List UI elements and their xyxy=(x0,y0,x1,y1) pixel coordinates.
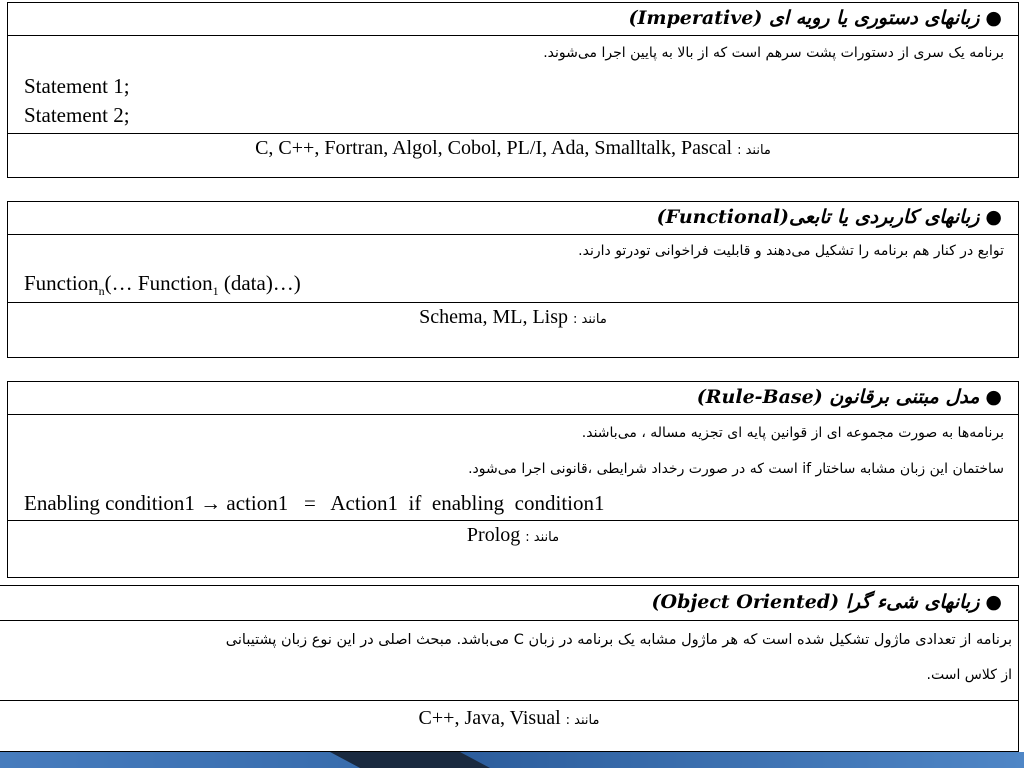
rule-based-code: Enabling condition1 → action1 = Action1 if enabling condition1 xyxy=(24,491,605,515)
imperative-title: ●زبانهای دستوری یا رویه ای (Imperative) xyxy=(628,7,1002,29)
example-languages: C, C++, Fortran, Algol, Cobol, PL/I, Ada, Smalltalk, Pascal xyxy=(255,137,733,159)
imperative-examples xyxy=(8,133,1018,177)
imperative-statement-1: Statement 1; xyxy=(24,74,130,98)
functional-code: Function$_n$(… Function$_1$ (data)…) xyxy=(24,271,301,299)
bullet-icon: ● xyxy=(985,206,1002,228)
functional-description: توابع در کنار هم برنامه را تشکیل می‌دهند و قابلیت فراخوانی تودرتو دارند. xyxy=(8,234,1018,268)
bullet-icon: ● xyxy=(985,386,1002,408)
object-oriented-description-1: برنامه از تعدادی ماژول تشکیل شده است که هر ماژول مشابه یک برنامه در زبان C می‌باشد. مبحث اصلی در این نوع زبان پشتیبانی xyxy=(0,620,1018,660)
object-oriented-examples xyxy=(0,700,1018,752)
functional-section xyxy=(7,201,1019,358)
example-languages: Schema, ML, Lisp xyxy=(419,306,569,328)
rule-based-section xyxy=(7,381,1019,578)
object-oriented-title: ●زبانهای شیء گرا (Object Oriented) xyxy=(651,591,1002,613)
example-languages: C++, Java, Visual xyxy=(418,707,561,729)
example-label: مانند : xyxy=(573,312,607,327)
rule-based-description-1: برنامه‌ها به صورت مجموعه ای از قوانین پایه ای تجزیه مساله ، می‌باشند. xyxy=(8,414,1018,454)
object-oriented-description-2: از کلاس است. xyxy=(926,667,1012,683)
slide-footer-bar xyxy=(0,752,1024,768)
example-label: مانند : xyxy=(565,713,600,728)
imperative-description: برنامه یک سری از دستورات پشت سرهم است که از بالا به پایین اجرا می‌شوند. xyxy=(8,35,1018,73)
bullet-icon: ● xyxy=(985,591,1002,613)
object-oriented-section xyxy=(0,585,1019,752)
imperative-section xyxy=(7,2,1019,178)
functional-title: ●زبانهای کاربردی یا تابعی(Functional) xyxy=(656,206,1002,228)
rule-based-examples xyxy=(8,520,1018,577)
bullet-icon: ● xyxy=(985,7,1002,29)
example-label: مانند : xyxy=(525,530,560,545)
example-languages: Prolog xyxy=(466,524,521,546)
imperative-statement-2: Statement 2; xyxy=(24,103,130,127)
rule-based-description-2: ساختمان این زبان مشابه ساختار if است که در صورت رخداد شرایطی ،قانونی اجرا می‌شود. xyxy=(468,461,1004,477)
example-label: مانند : xyxy=(737,143,771,158)
rule-based-title: ●مدل مبتنی برقانون (Rule-Base) xyxy=(696,386,1002,408)
functional-examples xyxy=(8,302,1018,342)
